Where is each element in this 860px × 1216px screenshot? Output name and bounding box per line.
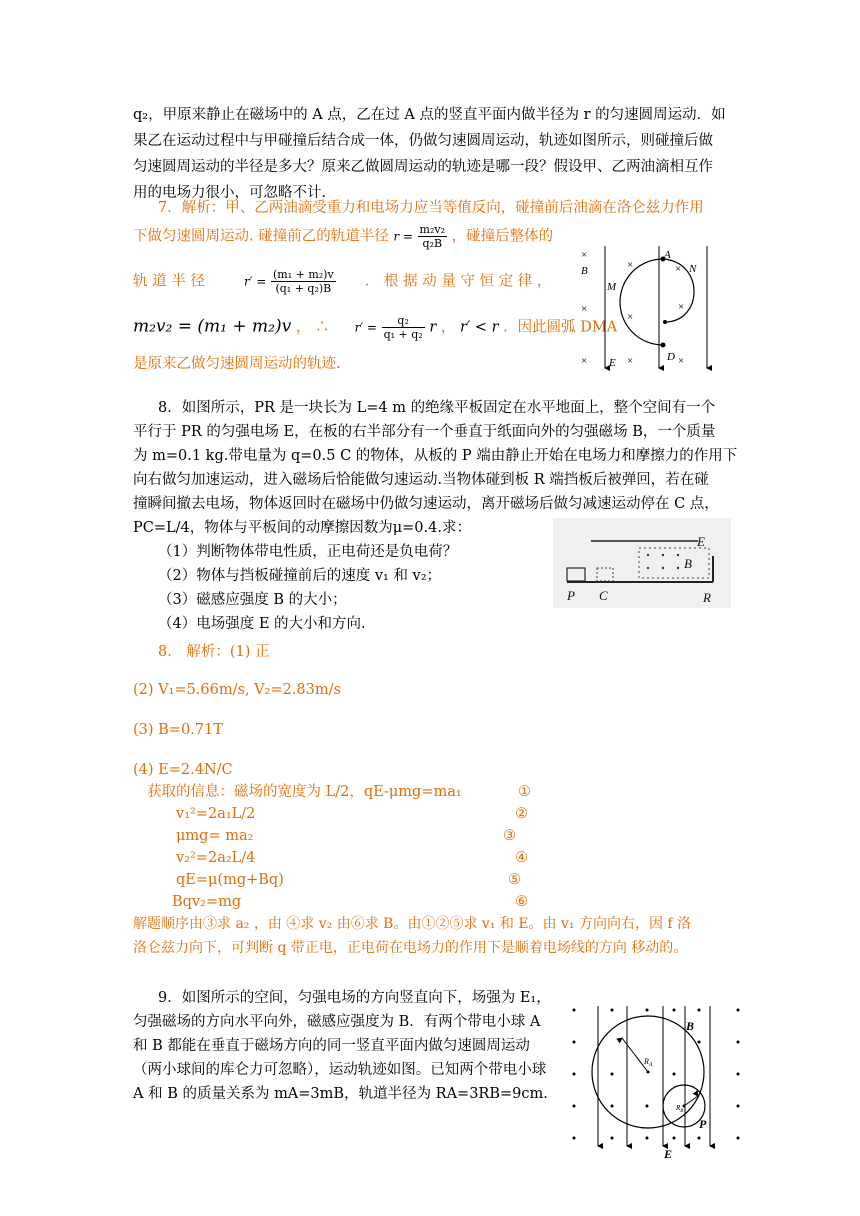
label-RB-sub: B [680,1109,684,1114]
label-B: B [686,1019,695,1033]
label-C: C [599,588,608,603]
p8-answer-head: 8． 解析：(1) 正 [158,644,270,660]
formula-r-fraction [418,223,447,250]
p8-answer-4: (4) E=2.4N/C [133,762,233,778]
point-end [663,320,667,324]
label-E: E [609,357,616,369]
cross-6: × [627,355,634,367]
p8-eq-4: v₂²=2a₂L/4 [176,850,256,866]
label-RB [675,1104,683,1114]
p9-figure [562,1000,752,1162]
center-B [683,1105,686,1108]
p9-question-line-3: 和 B 都能在垂直于磁场方向的同一竖直平面内做匀速圆周运动 [133,1038,530,1054]
label-RA-main: R [644,1057,649,1066]
label-RA [643,1057,653,1068]
p8-sub-1: （1）判断物体带电性质，正电荷还是负电荷？ [158,544,458,560]
p7-answer-line-5: 是原来乙做匀速圆周运动的轨迹. [133,356,341,372]
p7-question-line-3: 匀速圆周运动的半径是多大？原来乙做圆周运动的轨迹是哪一段？假设甲、乙两油滴相互作 [133,159,713,175]
label-E: E [697,534,705,549]
formula-rp-lhs: r′ = [244,274,267,289]
formula-r-den: q₂B [422,237,443,250]
cross-3: × [581,355,588,367]
cross-5: × [627,311,634,323]
p7-answer-line-2a: 下做匀速圆周运动. 碰撞前乙的轨道半径 [133,228,389,245]
cross-7: × [678,301,685,313]
p7-answer-line-2 [133,223,553,250]
label-R: R [703,590,711,605]
arc-DMA [620,259,663,345]
p9-question-line-1: 9．如图所示的空间，匀强电场的方向竖直向下，场强为 E₁， [158,990,551,1006]
formula-inequality: r′ < r [459,319,499,336]
formula-ratio-fraction [382,314,425,341]
p8-eq-6: Bqv₂=mg [172,894,242,910]
p8-solution-order-1: 解题顺序由③求 a₂ ，由 ④求 v₂ 由⑥求 B。由①②⑤求 v₁ 和 E。由 v₁ 方向向右，因 f 洛 [133,916,692,932]
label-D: D [667,351,675,363]
p8-figure [553,518,731,608]
formula-r-lhs: r = [393,229,413,244]
p7-question-line-2: 果乙在运动过程中与甲碰撞后结合成一体，仍做匀速圆周运动，轨迹如图所示，则碰撞后做 [133,133,713,149]
p8-eq-1-num: ① [518,784,531,800]
p8-question-line-5: 撞瞬间撤去电场，物体返回时在磁场中仍做匀速运动，离开磁场后做匀减速运动停在 C 点， [133,496,719,512]
p7-answer-line-4c: ．因此圆弧 DMA [503,319,618,336]
label-P: P [699,1117,707,1131]
point-D [661,343,666,348]
p8-eq-2-num: ② [515,806,528,822]
p7-answer-line-4 [133,314,617,341]
p8-question-line-1: 8．如图所示，PR 是一块长为 L=4 m 的绝缘平板固定在水平地面上，整个空间有一个 [158,400,716,416]
label-B: B [581,265,588,277]
p7-question-line-4: 用的电场力很小，可忽略不计． [133,185,336,201]
formula-rp-fraction [271,268,336,295]
p8-eq-5: qE=μ(mg+Bq) [176,872,284,888]
label-RB-main: R [676,1104,681,1112]
cross-4: × [627,259,634,271]
cross-2: × [581,303,588,315]
p8-eq-3: μmg= ma₂ [176,828,254,844]
formula-ratio-den: q₁ + q₂ [383,328,423,341]
p8-question-line-6: PC=L/4，物体与平板间的动摩擦因数为μ=0.4.求： [133,520,471,536]
radius-A-arrow [622,1038,648,1072]
p8-question-line-4: 向右做匀加速运动，进入磁场后恰能做匀速运动.当物体碰到板 R 端挡板后被弹回，若在碰 [133,472,709,488]
p7-answer-line-3a: 轨 道 半 径 [133,273,205,290]
cross-9: × [675,263,682,275]
p7-figure [575,240,725,376]
formula-rp-den: (q₁ + q₂)B [275,282,332,295]
p8-eq-5-num: ⑤ [508,872,521,888]
p8-eq-2: v₁²=2a₁L/2 [176,806,256,822]
p9-question-line-5: A 和 B 的质量关系为 mA=3mB，轨道半径为 RA=3RB=9cm. [133,1086,548,1102]
p7-answer-line-3b: ． 根 据 动 量 守 恒 定 律 ， [364,273,552,290]
center-A [647,1071,650,1074]
formula-ratio-lhs: r′ = [354,320,377,335]
p8-question-line-3: 为 m=0.1 kg.带电量为 q=0.5 C 的物体，从板的 P 端由静止开始在电场力和摩擦力的作用下 [133,448,738,464]
p8-sub-3: （3）磁感应强度 B 的大小； [158,592,347,608]
label-P: P [567,588,575,603]
p9-question-line-4: （两小球间的库仑力可忽略），运动轨迹如图。已知两个带电小球 [133,1062,547,1078]
label-E: E [664,1147,673,1161]
p8-eq-4-num: ④ [515,850,528,866]
label-M: M [607,281,617,293]
p8-eq-6-num: ⑥ [515,894,528,910]
formula-rp-num: (m₁ + m₂)v [273,268,334,281]
p8-eq-1: 获取的信息：磁场的宽度为 L/2，qE-μmg=ma₁ [147,784,462,800]
p7-answer-line-2b: ，碰撞后整体的 [451,228,554,245]
cross-8: × [678,355,685,367]
label-B: B [684,556,692,571]
p8-sub-4: （4）电场强度 E 的大小和方向. [158,616,366,632]
p8-sub-2: （2）物体与挡板碰撞前后的速度 v₁ 和 v₂； [158,568,442,584]
p8-question-line-2: 平行于 PR 的匀强电场 E，在板的右半部分有一个垂直于纸面向外的匀强磁场 B，一个质量 [133,424,716,440]
p7-answer-line-4b: ， [440,319,456,336]
label-N: N [689,263,697,275]
label-A: A [664,249,671,261]
p8-answer-2: (2) V₁=5.66m/s, V₂=2.83m/s [133,682,341,698]
p8-solution-order-2: 洛仑兹力向下，可判断 q 带正电，正电荷在电场力的作用下是顺着电场线的方向 移动的。 [133,940,688,956]
p8-eq-3-num: ③ [503,828,516,844]
cross-1: × [581,249,588,261]
p7-answer-line-1: 7．解析：甲、乙两油滴受重力和电场力应当等值反向，碰撞前后油滴在洛仑兹力作用 [158,200,704,216]
p7-question-line-1: q₂，甲原来静止在磁场中的 A 点，乙在过 A 点的竖直平面内做半径为 r 的匀速圆周运动．如 [133,107,726,123]
formula-r-num: m₂v₂ [419,223,446,236]
formula-ratio-r: r [429,319,437,336]
p7-answer-line-4a: ， ∴ [295,319,330,336]
p9-question-line-2: 匀强磁场的方向水平向外，磁感应强度为 B．有两个带电小球 A [133,1014,541,1030]
label-RA-sub: A [648,1062,653,1068]
p8-answer-3: (3) B=0.71T [133,722,223,738]
p7-answer-line-3 [133,268,551,295]
formula-momentum: m₂v₂ = (m₁ + m₂)v [133,316,292,337]
formula-ratio-num: q₂ [382,314,425,328]
